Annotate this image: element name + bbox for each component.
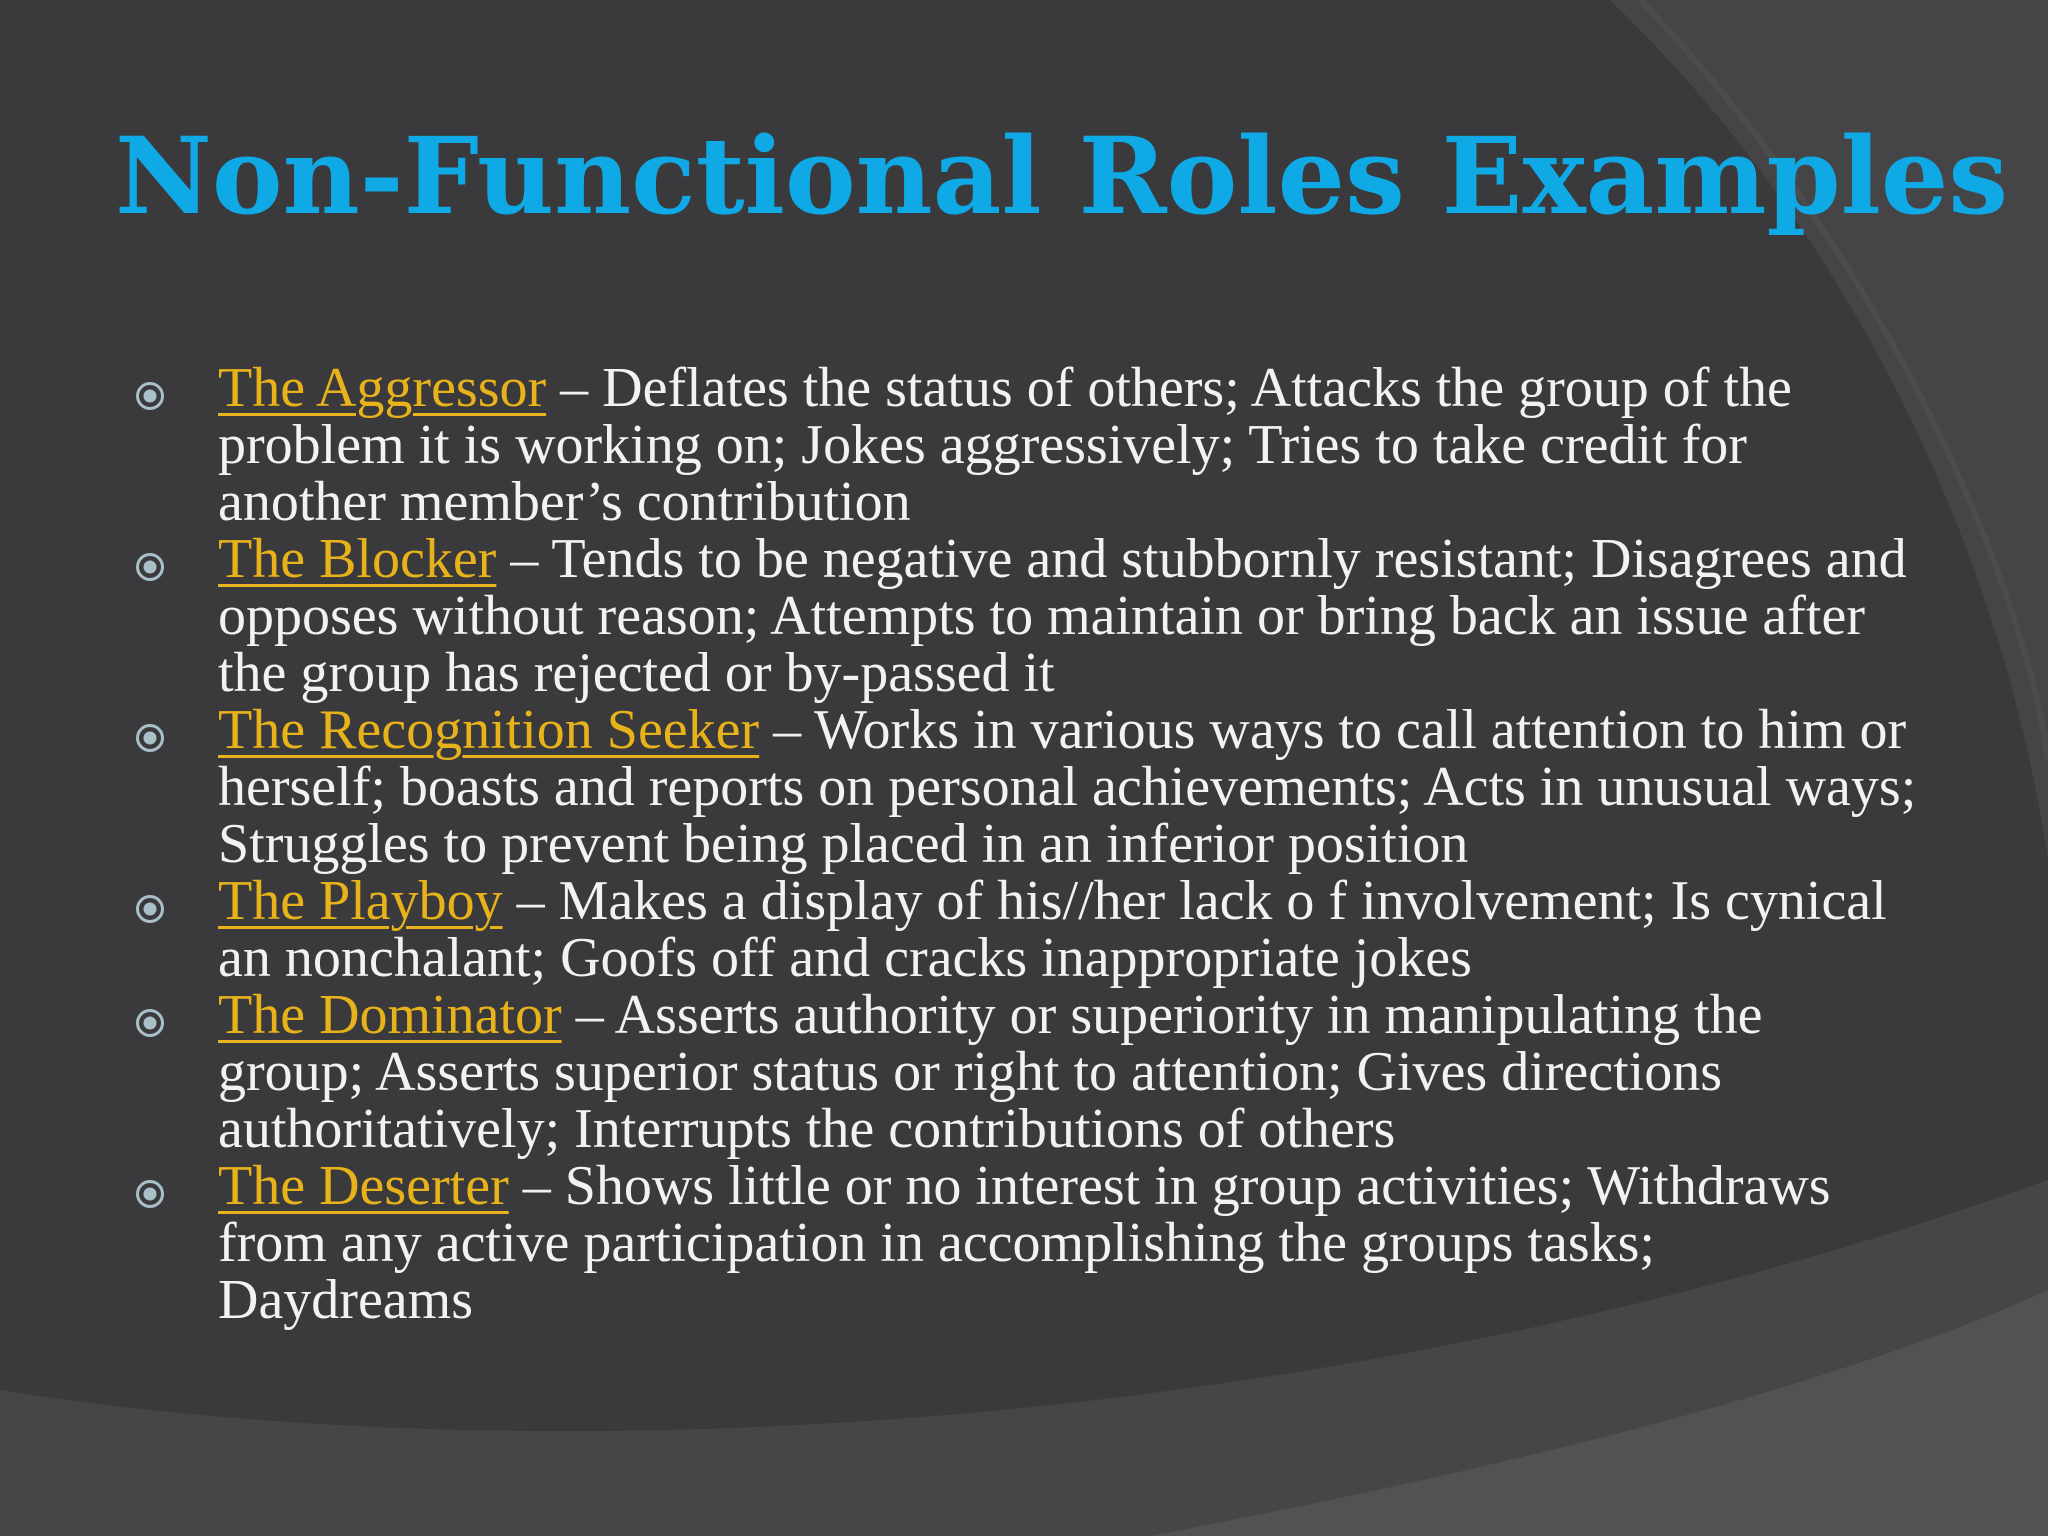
item-text: [218, 528, 1918, 704]
item-separator: –: [546, 357, 603, 419]
list-item: [0, 699, 2048, 875]
role-description: Deflates the status of others; Attacks the group of the problem it is working on; Jokes aggressively; Tries to take credit for another member’s contribution: [218, 357, 1792, 533]
circle-bullet-icon: [134, 722, 166, 754]
role-term: The Blocker: [218, 528, 497, 590]
slide-title: Non-Functional Roles Examples: [115, 113, 2008, 238]
role-term: The Dominator: [218, 984, 562, 1046]
role-description: Makes a display of his//her lack o f involvement; Is cynical an nonchalant; Goofs off and cracks inappropriate jokes: [218, 870, 1887, 989]
role-description: Shows little or no interest in group activities; Withdraws from any active participation in accomplishing the groups tasks; Daydreams: [218, 1155, 1831, 1331]
circle-bullet-icon: [134, 1007, 166, 1039]
role-term: The Playboy: [218, 870, 503, 932]
item-separator: –: [502, 870, 559, 932]
list-item: [0, 357, 2048, 533]
item-separator: –: [759, 699, 815, 761]
list-item: [0, 528, 2048, 704]
list-item: [0, 870, 2048, 989]
item-text: [218, 870, 1918, 989]
item-text: [218, 1155, 1918, 1331]
role-term: The Deserter: [218, 1155, 509, 1217]
item-separator: –: [561, 984, 615, 1046]
item-separator: –: [508, 1155, 565, 1217]
role-term: The Aggressor: [218, 357, 547, 419]
role-description: Tends to be negative and stubbornly resistant; Disagrees and opposes without reason; Attempts to maintain or bring back an issue after the group has rejected or by-passed it: [218, 528, 1907, 704]
role-term: The Recognition Seeker: [218, 699, 760, 761]
item-text: [218, 984, 1918, 1160]
bullet-list: [0, 357, 2048, 1331]
circle-bullet-icon: [134, 893, 166, 925]
circle-bullet-icon: [134, 1178, 166, 1210]
role-description: Asserts authority or superiority in manipulating the group; Asserts superior status or right to attention; Gives directions authoritatively; Interrupts the contributions of others: [218, 984, 1763, 1160]
item-text: [218, 699, 1918, 875]
circle-bullet-icon: [134, 380, 166, 412]
role-description: Works in various ways to call attention to him or herself; boasts and reports on personal achievements; Acts in unusual ways; Struggles to prevent being placed in an inferior position: [218, 699, 1917, 875]
list-item: [0, 984, 2048, 1160]
circle-bullet-icon: [134, 551, 166, 583]
item-text: [218, 357, 1918, 533]
list-item: [0, 1155, 2048, 1331]
item-separator: –: [496, 528, 552, 590]
